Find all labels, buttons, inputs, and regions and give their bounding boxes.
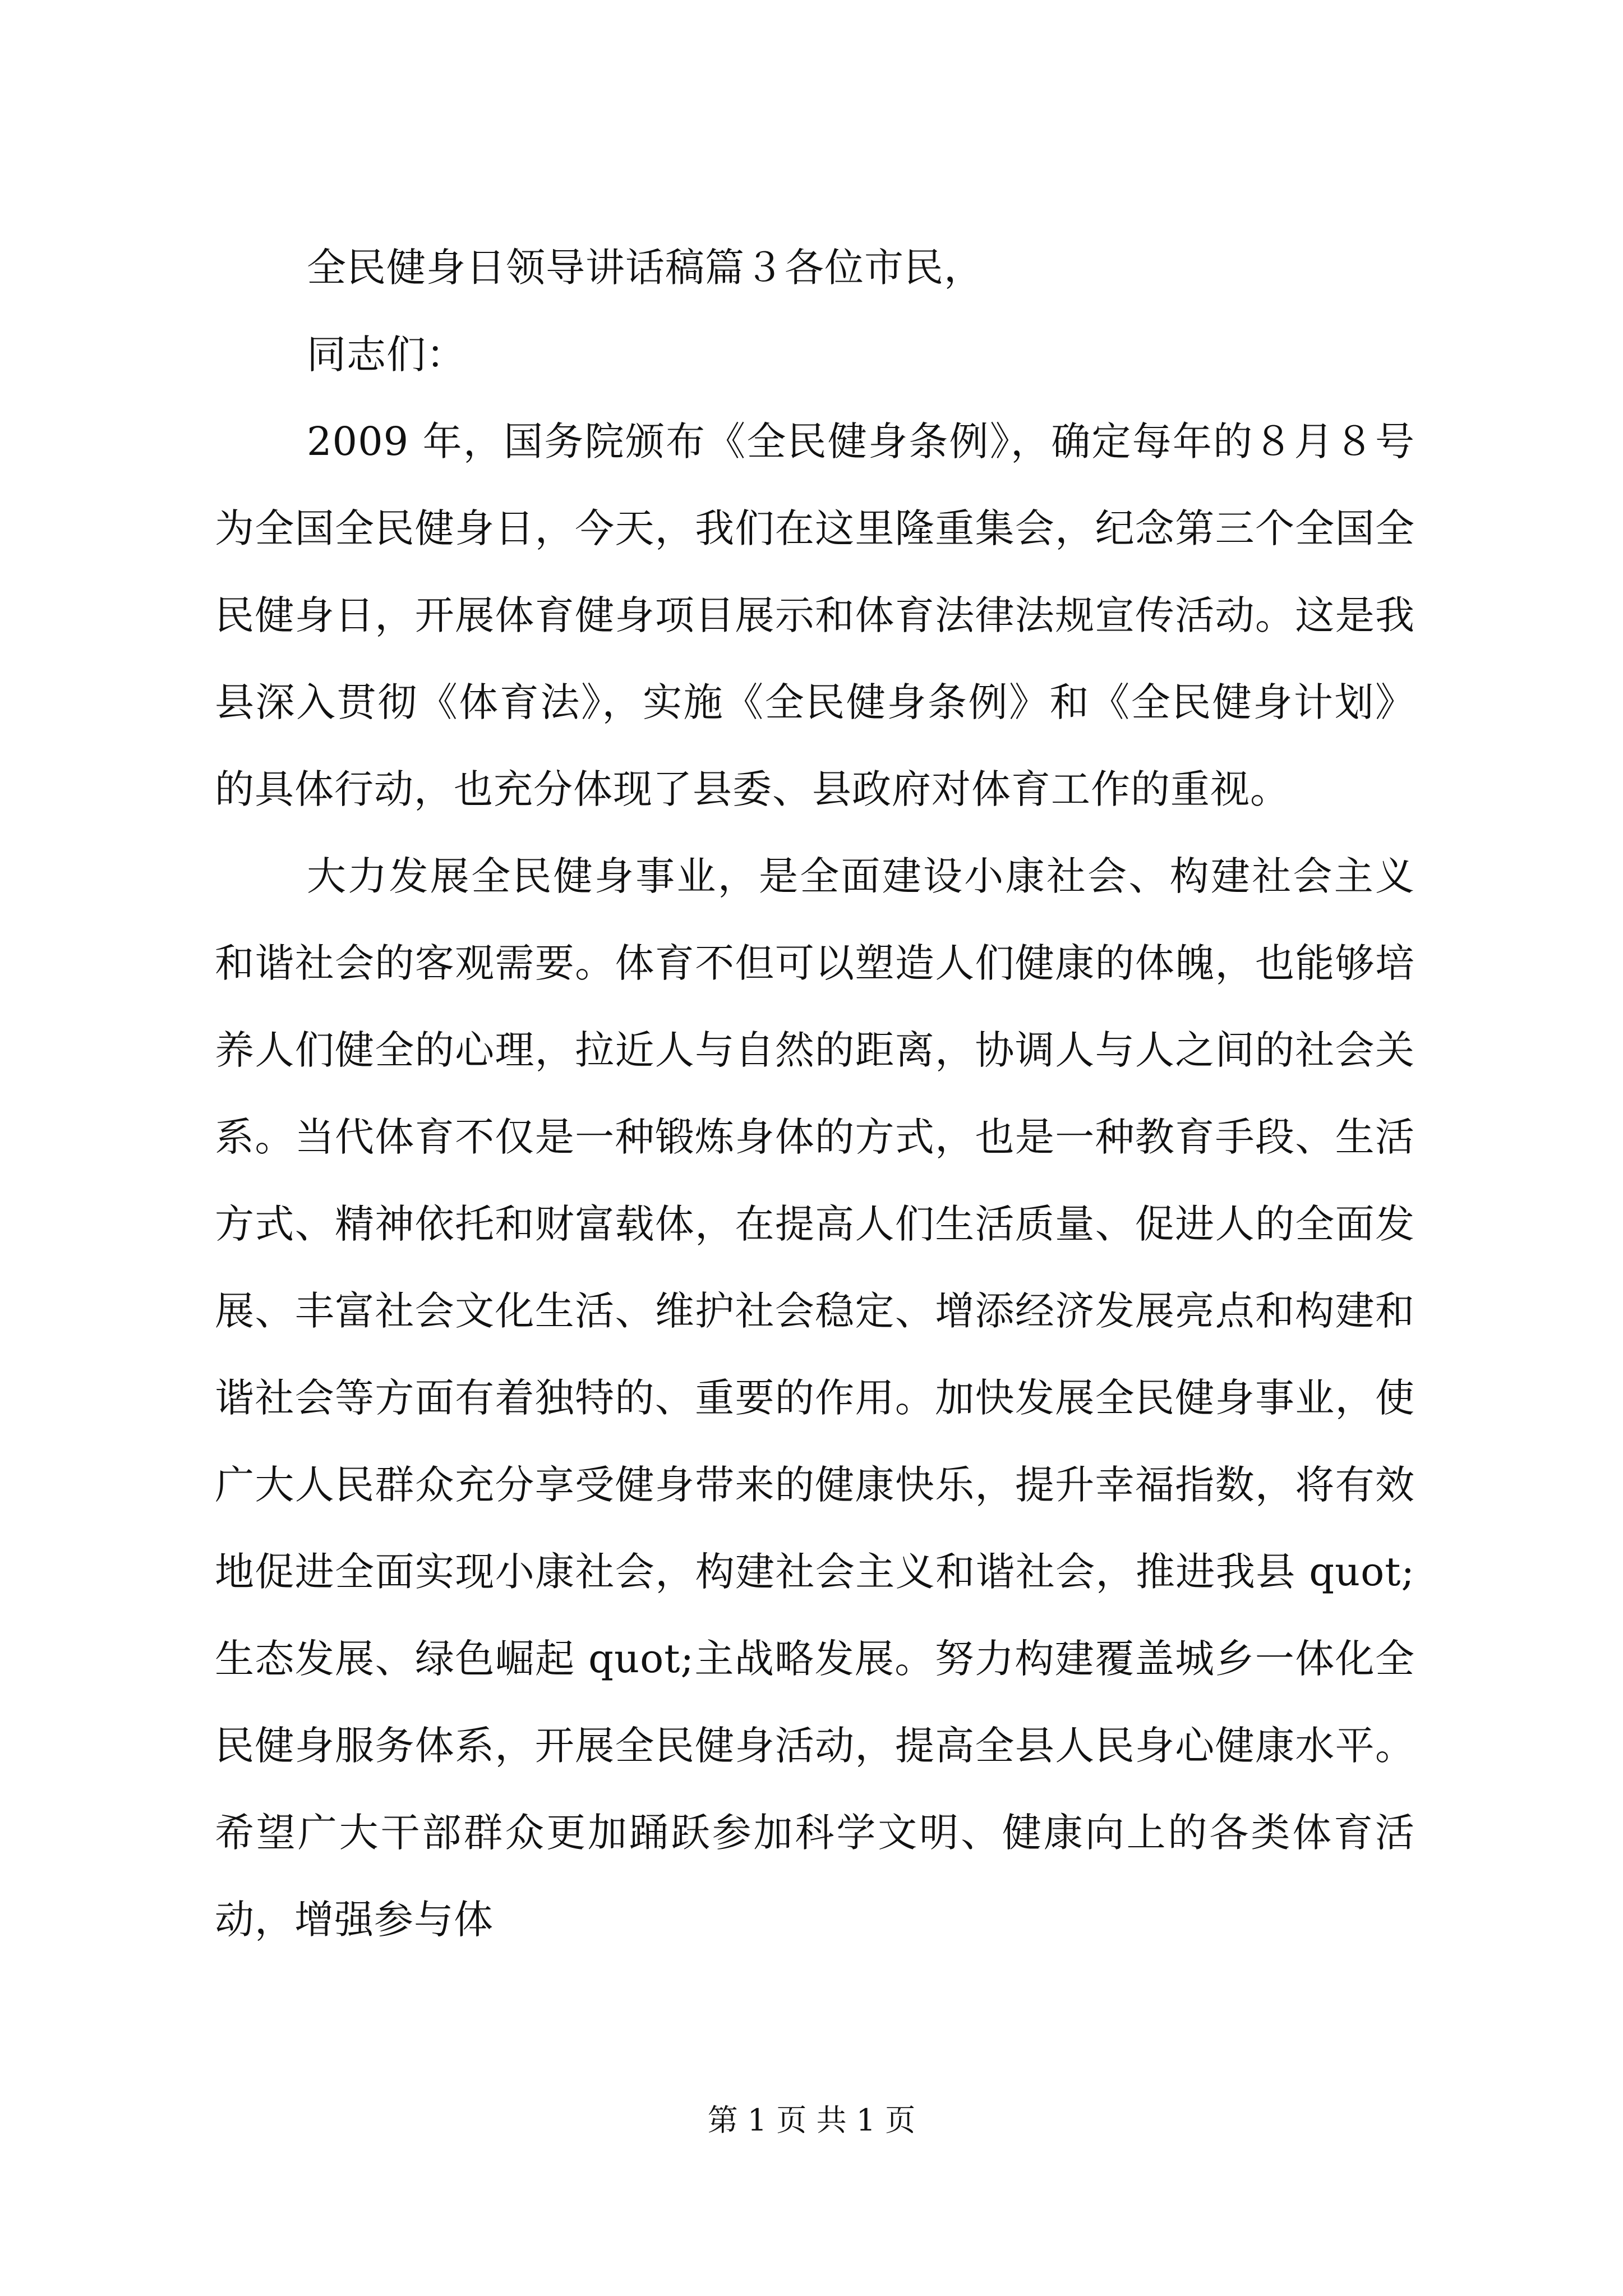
page-footer: 第 1 页 共 1 页 [707,2102,916,2138]
paragraph-intro: 2009 年，国务院颁布《全民健身条例》，确定每年的８月８号为全国全民健身日，今天，我们在这里隆重集会，纪念第三个全国全民健身日，开展体育健身项目展示和体育法律法规宣传活动。这是我县深入贯彻《体育法》，实施《全民健身条例》和《全民健身计划》的具体行动，也充分体现了县委、县政府对体育工作的重视。 [215,418,1415,812]
paragraph-title: 全民健身日领导讲话稿篇３各位市民， [307,245,984,291]
document-body [215,224,1415,1963]
paragraph-main: 大力发展全民健身事业，是全面建设小康社会、构建社会主义和谐社会的客观需要。体育不但可以塑造人们健康的体魄，也能够培养人们健全的心理，拉近人与自然的距离，协调人与人之间的社会关系。当代体育不仅是一种锻炼身体的方式，也是一种教育手段、生活方式、精神依托和财富载体，在提高人们生活质量、促进人的全面发展、丰富社会文化生活、维护社会稳定、增添经济发展亮点和构建和谐社会等方面有着独特的、重要的作用。加快发展全民健身事业，使广大人民群众充分享受健身带来的健康快乐，提升幸福指数，将有效地促进全面实现小康社会，构建社会主义和谐社会，推进我县 quot;生态发展、绿色崛起 quot;主战略发展。努力构建覆盖城乡一体化全民健身服务体系，开展全民健身活动，提高全县人民身心健康水平。希望广大干部群众更加踊跃参加科学文明、健康向上的各类体育活动，增强参与体 [215,853,1415,1943]
paragraph-salutation: 同志们： [307,332,466,378]
